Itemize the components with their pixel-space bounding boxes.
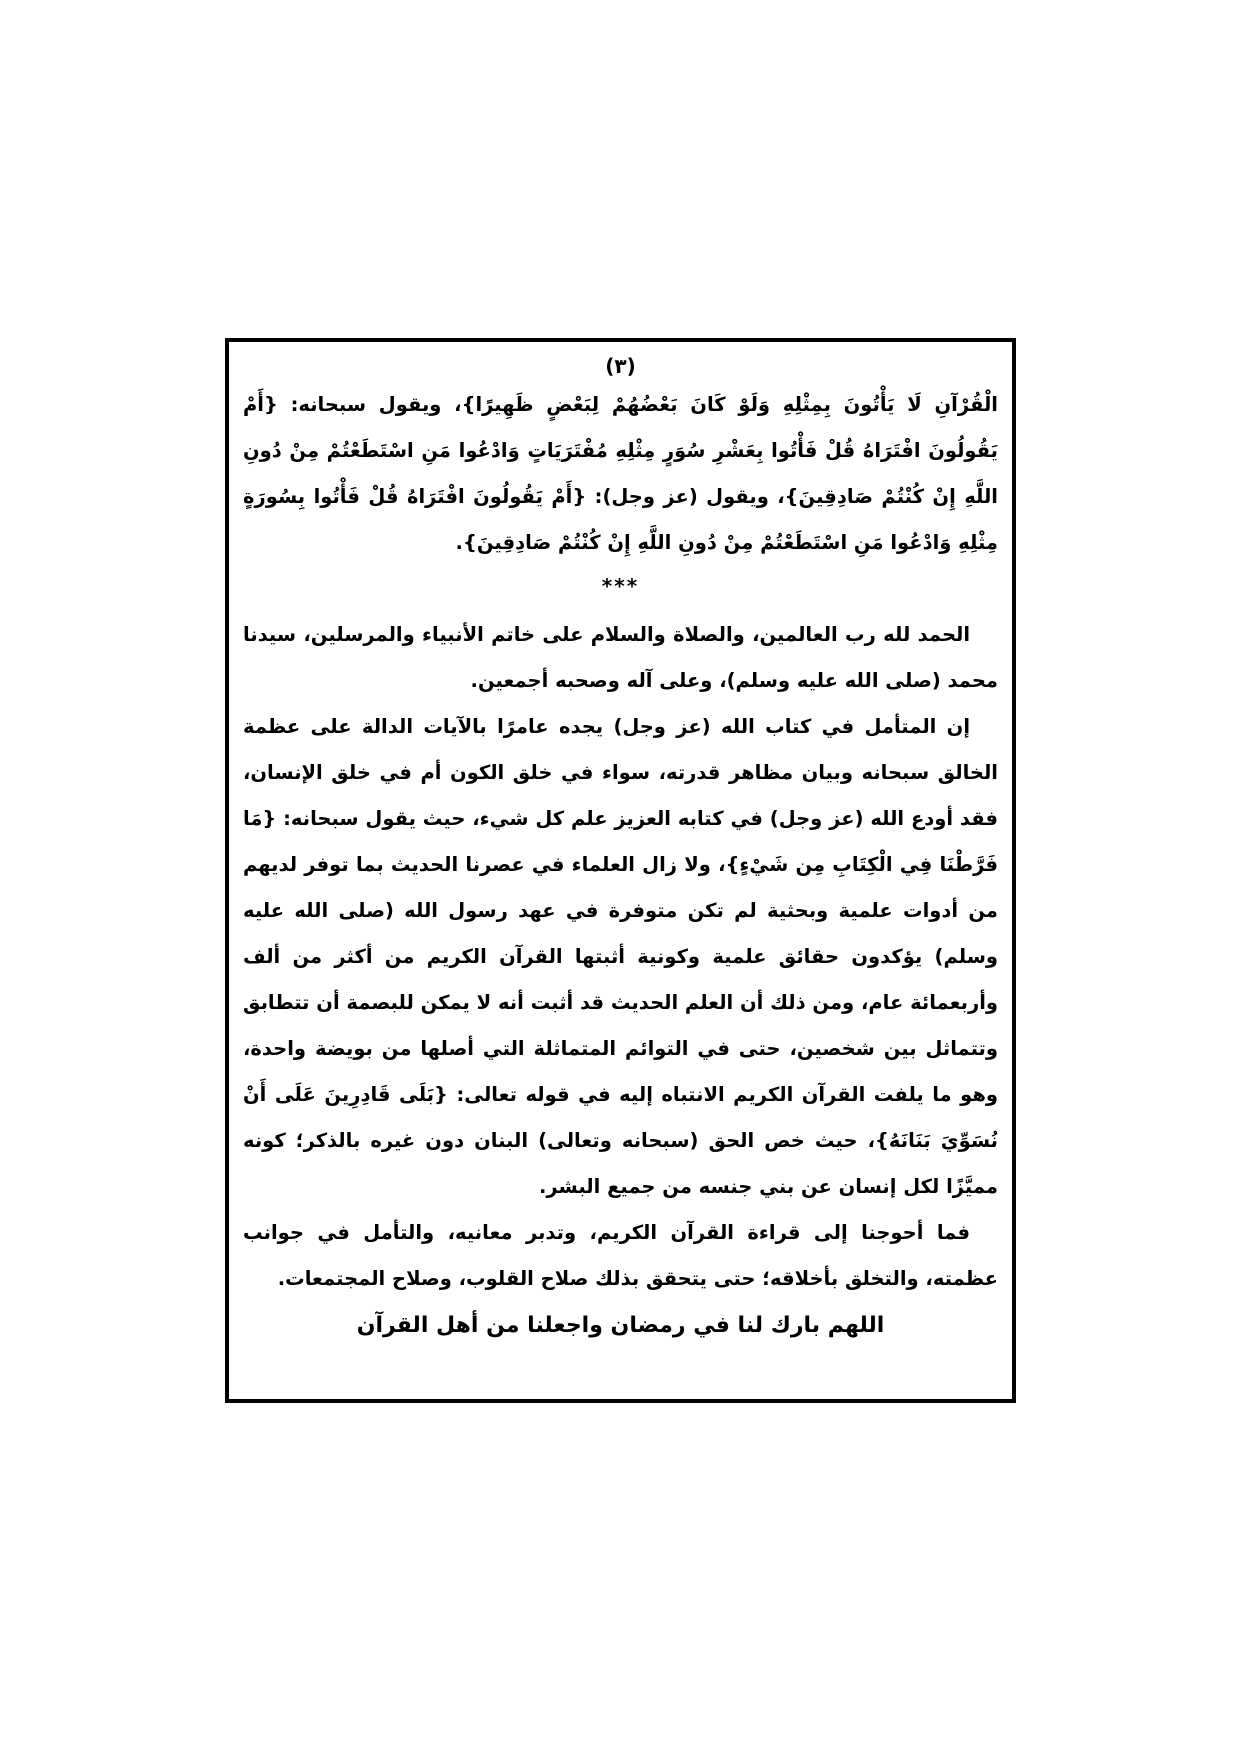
closing-prayer: اللهم بارك لنا في رمضان واجعلنا من أهل القرآن [356, 1313, 885, 1338]
page-number: (٣) [605, 354, 636, 378]
section-separator: *** [601, 574, 640, 598]
page-frame [225, 338, 1016, 1403]
page-content [243, 350, 998, 1350]
quran-continuation-paragraph: الْقُرْآنِ لَا يَأْتُونَ بِمِثْلِهِ وَلَوْ كَانَ بَعْضُهُمْ لِبَعْضٍ ظَهِيرًا}، ويقول سبحانه: {أَمْ يَقُولُونَ افْتَرَاهُ قُلْ فَأْتُوا بِعَشْرِ سُوَرٍ مِثْلِهِ مُفْتَرَيَاتٍ وَادْعُوا مَنِ اسْتَطَعْتُمْ مِنْ دُونِ اللَّهِ إِنْ كُنْتُمْ صَادِقِينَ}، ويقول (عز وجل): {أَمْ يَقُولُونَ افْتَرَاهُ قُلْ فَأْتُوا بِسُورَةٍ مِثْلِهِ وَادْعُوا مَنِ اسْتَطَعْتُمْ مِنْ دُونِ اللَّهِ إِنْ كُنْتُمْ صَادِقِينَ}. [243, 393, 998, 554]
body-paragraph: إن المتأمل في كتاب الله (عز وجل) يجده عامرًا بالآيات الدالة على عظمة الخالق سبحانه وبيان مظاهر قدرته، سواء في خلق الكون أم في خلق الإنسان، فقد أودع الله (عز وجل) في كتابه العزيز علم كل شيء، حيث يقول سبحانه: {مَا فَرَّطْنَا فِي الْكِتَابِ مِن شَيْءٍ}، ولا زال العلماء في عصرنا الحديث بما توفر لديهم من أدوات علمية وبحثية لم تكن متوفرة في عهد رسول الله (صلى الله عليه وسلم) يؤكدون حقائق علمية وكونية أثبتها القرآن الكريم من أكثر من ألف وأربعمائة عام، ومن ذلك أن العلم الحديث قد أثبت أنه لا يمكن للبصمة أن تتطابق وتتماثل بين شخصين، حتى في التوائم المتماثلة التي أصلها من بويضة واحدة، وهو ما يلفت القرآن الكريم الانتباه إليه في قوله تعالى: {بَلَى قَادِرِينَ عَلَى أَنْ نُسَوِّيَ بَنَانَهُ}، حيث خص الحق (سبحانه وتعالى) البنان دون غيره بالذكر؛ كونه مميَّزًا لكل إنسان عن بني جنسه من جميع البشر. [243, 715, 998, 1198]
exhortation-paragraph: فما أحوجنا إلى قراءة القرآن الكريم، وتدبر معانيه، والتأمل في جوانب عظمته، والتخلق بأخلاقه؛ حتى يتحقق بذلك صلاح القلوب، وصلاح المجتمعات. [243, 1221, 998, 1290]
praise-paragraph: الحمد لله رب العالمين، والصلاة والسلام على خاتم الأنبياء والمرسلين، سيدنا محمد (صلى الله عليه وسلم)، وعلى آله وصحبه أجمعين. [243, 623, 998, 692]
